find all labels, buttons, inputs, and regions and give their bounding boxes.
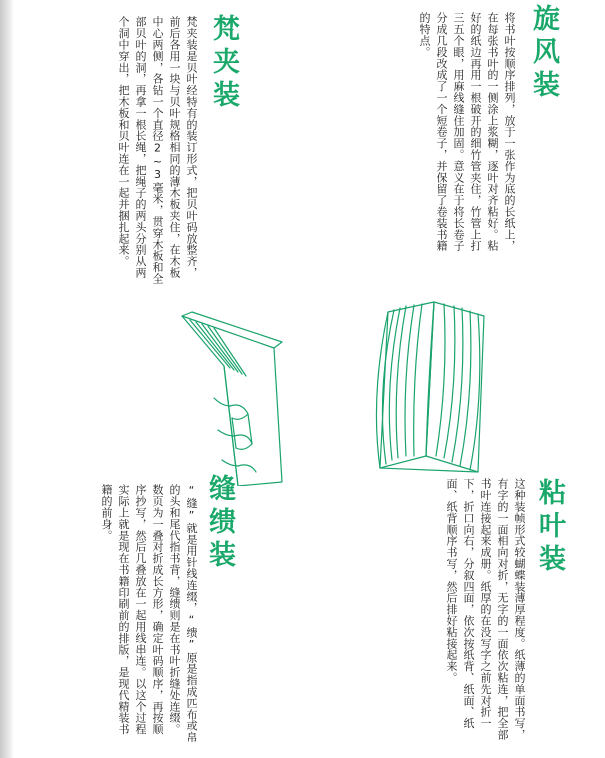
- title-fengqian: 缝缋装: [204, 474, 235, 573]
- open-book-illustration: [366, 296, 506, 476]
- sewn-book-illustration: [178, 306, 298, 486]
- text-fengqian: “缝”就是用针线连缀，“缋”原是指成匹布或帛的头和尾代指书背，缝缋则是在书叶折缝处连缀。数页为一叠对折成长方形，确定叶码顺序，再按顺序抄写，然后几叠放在一起用线串连。以这个过程实际上就是现在书籍印刷前的排版，是现代精装书籍的前身。: [100, 484, 198, 743]
- text-xuanfeng: 将书叶按顺序排列，放于一张作为底的长纸上，在每张书叶的一侧涂上浆糊，逐叶对齐粘好。粘好的纸边再用一根破开的细竹管夹住，竹管上打三五个眼，用麻线缝住加固。意义在于将长卷子分成几段改成了一个短卷子，并保留了卷装书籍的特点。: [418, 12, 516, 252]
- page-gutter: [0, 0, 14, 758]
- title-fanjia: 梵夹装: [208, 14, 239, 113]
- text-nianye: 这种装帧形式较蝴蝶装薄厚程度。纸薄的单面书写，有字的一面相向对折，无字的一面依次粘连，把全部书叶连接起来成册。纸厚的在没写字之前先对折一下，折口向右，分叙四面，依次按纸背、纸面、纸面、纸背顺序书写，然后排好粘接起来。: [445, 478, 526, 741]
- title-xuanfeng: 旋风装: [528, 4, 559, 103]
- text-fanjia: 梵夹装是贝叶经特有的装订形式，把贝叶码放整齐，前后各用一块与贝叶规格相同的薄木板夹住，在木板中心两侧，各钻一个直径2~3毫米，贯穿木板和全部贝叶的洞，再拿一根长绳，把绳子的两头分别从两个洞中穿出，把木板和贝叶连在一起并捆扎起来。: [117, 16, 198, 285]
- title-nianye: 粘叶装: [534, 478, 565, 577]
